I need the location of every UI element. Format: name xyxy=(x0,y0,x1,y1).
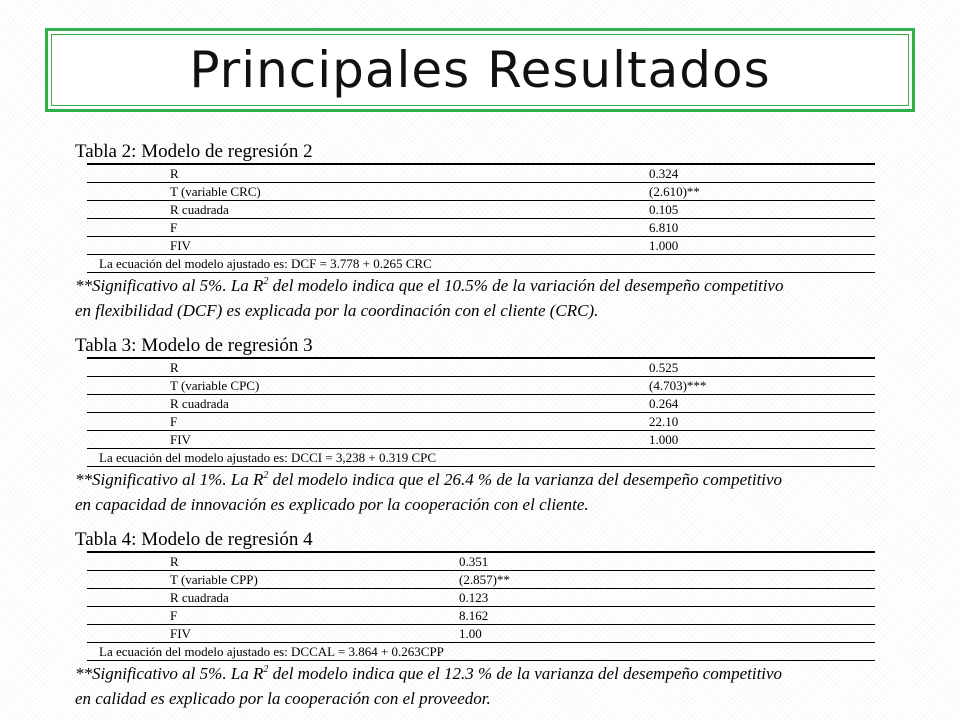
model-equation: La ecuación del modelo ajustado es: DCCI = 3,238 + 0.319 CPC xyxy=(99,450,437,465)
note-text: del modelo indica que el 26.4 % de la varianza del desempeño competitivo xyxy=(268,470,783,489)
note-line-1 xyxy=(75,467,890,492)
row-label: FIV xyxy=(170,238,191,253)
row-label: R cuadrada xyxy=(170,590,229,605)
note-text: **Significativo al 5%. La R xyxy=(75,276,264,295)
note-line-2: en flexibilidad (DCF) es explicada por la coordinación con el cliente (CRC). xyxy=(75,301,599,320)
table-section-3 xyxy=(75,335,890,517)
table-row xyxy=(87,201,875,219)
row-value: 0.264 xyxy=(649,396,679,411)
table-caption: Tabla 3: Modelo de regresión 3 xyxy=(75,335,313,356)
row-value: 6.810 xyxy=(649,220,679,235)
table-caption: Tabla 4: Modelo de regresión 4 xyxy=(75,529,313,550)
note-text: del modelo indica que el 10.5% de la variación del desempeño competitivo xyxy=(268,276,784,295)
slide-title: Principales Resultados xyxy=(189,41,771,99)
table-row xyxy=(87,359,875,377)
table-row xyxy=(87,625,875,643)
note-line-1 xyxy=(75,661,890,686)
row-label: T (variable CPP) xyxy=(170,572,258,587)
note-line-2: en capacidad de innovación es explicado por la cooperación con el cliente. xyxy=(75,495,589,514)
row-value: 0.105 xyxy=(649,202,679,217)
row-value: (4.703)*** xyxy=(649,378,707,393)
row-value: 0.351 xyxy=(459,554,489,569)
row-label: R cuadrada xyxy=(170,202,229,217)
model-equation: La ecuación del modelo ajustado es: DCCAL = 3.864 + 0.263CPP xyxy=(99,644,444,659)
table-row xyxy=(87,589,875,607)
table-row xyxy=(87,413,875,431)
row-label: F xyxy=(170,608,178,623)
row-value: (2.610)** xyxy=(649,184,700,199)
row-value: 0.123 xyxy=(459,590,489,605)
table-row xyxy=(87,219,875,237)
row-label: R xyxy=(170,554,179,569)
table-row xyxy=(87,165,875,183)
table-section-4 xyxy=(75,529,890,711)
table-row xyxy=(87,571,875,589)
table-section-2 xyxy=(75,141,890,323)
row-value: 0.324 xyxy=(649,166,679,181)
regression-table xyxy=(87,357,875,467)
table-row xyxy=(87,183,875,201)
row-label: F xyxy=(170,414,178,429)
note-superscript: 2 xyxy=(263,664,269,675)
table-caption: Tabla 2: Modelo de regresión 2 xyxy=(75,141,313,162)
regression-table xyxy=(87,551,875,661)
model-equation: La ecuación del modelo ajustado es: DCF = 3.778 + 0.265 CRC xyxy=(99,256,432,271)
row-label: FIV xyxy=(170,432,191,447)
row-value: 1.000 xyxy=(649,238,679,253)
note-line-1 xyxy=(75,273,890,298)
regression-table xyxy=(87,163,875,273)
note-text: **Significativo al 1%. La R xyxy=(75,470,264,489)
row-value: (2.857)** xyxy=(459,572,510,587)
significance-note xyxy=(75,467,890,517)
table-row xyxy=(87,607,875,625)
significance-note xyxy=(75,273,890,323)
row-label: T (variable CRC) xyxy=(170,184,261,199)
row-label: R cuadrada xyxy=(170,396,229,411)
row-value: 1.00 xyxy=(459,626,482,641)
note-line-2: en calidad es explicado por la cooperación con el proveedor. xyxy=(75,689,491,708)
row-value: 8.162 xyxy=(459,608,489,623)
significance-note xyxy=(75,661,890,711)
note-text: **Significativo al 5%. La R xyxy=(75,664,264,683)
row-label: R xyxy=(170,166,179,181)
row-value: 0.525 xyxy=(649,360,679,375)
row-value: 22.10 xyxy=(649,414,679,429)
row-value: 1.000 xyxy=(649,432,679,447)
note-superscript: 2 xyxy=(263,276,269,287)
note-text: del modelo indica que el 12.3 % de la varianza del desempeño competitivo xyxy=(268,664,783,683)
table-row xyxy=(87,377,875,395)
row-label: F xyxy=(170,220,178,235)
title-frame xyxy=(45,28,915,112)
row-label: FIV xyxy=(170,626,191,641)
table-row xyxy=(87,431,875,449)
table-row xyxy=(87,395,875,413)
row-label: R xyxy=(170,360,179,375)
table-row xyxy=(87,237,875,255)
note-superscript: 2 xyxy=(263,470,269,481)
row-label: T (variable CPC) xyxy=(170,378,260,393)
table-row xyxy=(87,553,875,571)
